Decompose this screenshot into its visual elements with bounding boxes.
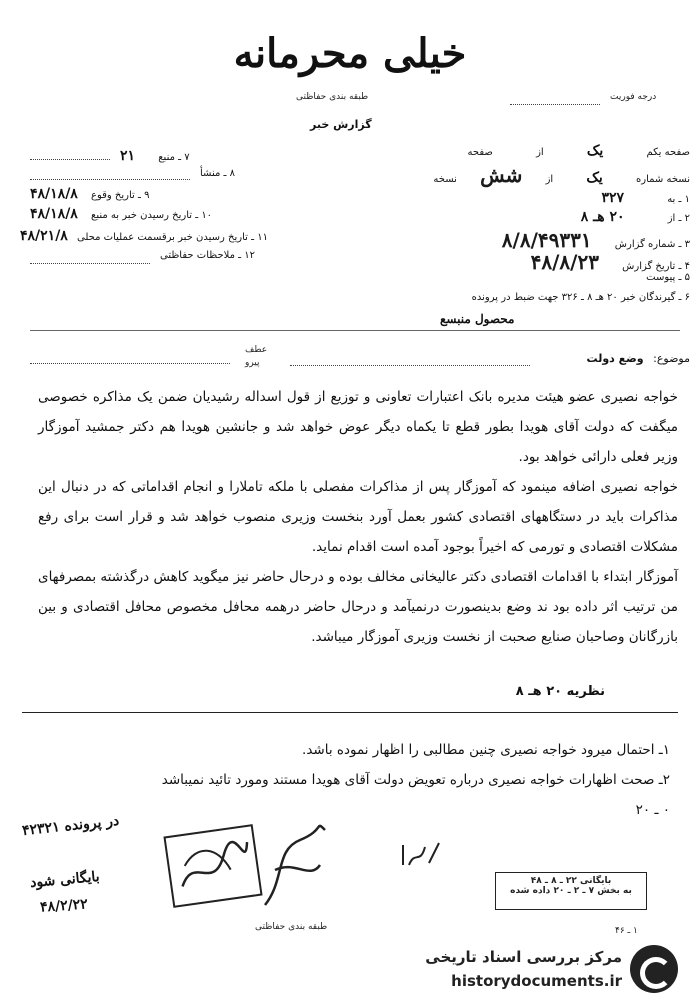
- left-row-10: ۱۰ ـ تاریخ رسیدن خبر به منبع ۴۸/۱۸/۸: [30, 206, 213, 222]
- margin-note-2: بایگانی شود: [29, 868, 101, 892]
- subject-row: موضوع: وضع دولت: [586, 352, 690, 365]
- row-6: ۶ ـ گیرندگان خبر ۲۰ هـ ۸ ـ ۳۲۶ جهت ضبط در پرونده: [471, 292, 690, 303]
- row-4: ۴ ـ تاریخ گزارش ۴۸/۸/۲۳: [530, 250, 690, 274]
- dotline-8: [30, 178, 190, 180]
- footer-classification: طبقه بندی حفاظتی: [255, 922, 328, 932]
- row-2: ۲ ـ از ۲۰ هـ ۸: [580, 209, 690, 225]
- opinion-item-3: ۰ ـ ۲۰: [635, 802, 670, 818]
- side-line: [30, 362, 230, 364]
- report-type: گزارش خبر: [310, 118, 372, 131]
- left-row-8: ۸ ـ منشأ: [200, 168, 236, 179]
- row-5: ۵ ـ پیوست: [646, 272, 690, 283]
- margin-note-1: در پرونده ۴۲۳۲۱: [21, 812, 120, 840]
- signature-scribble-icon: [166, 826, 261, 905]
- classification-label: طبقه بندی حفاظتی: [296, 92, 369, 102]
- body-paragraph-3: آموزگار ابتداء با اقدامات اقتصادی دکتر عالیخانی مخالف بوده و درحال حاضر نیز میگوید کاهش درگذشته بمصرفهای من ترتیب اثر داده بود ند وضع بدینصورت درنمیآمد و درحال حاضر درهمه محافل مخصوص محافل اقتصادی و بین بازرگانان وصاحبان صنایع صحبت از نخست وزیری آموزگار میباشد.: [38, 569, 678, 645]
- archive-stamp: [495, 872, 647, 910]
- row-1: ۱ ـ به ۳۲۷: [601, 190, 690, 206]
- left-row-11: ۱۱ ـ تاریخ رسیدن خبر برقسمت عملیات محلی ۴۸/۲۱/۸: [20, 228, 268, 244]
- stamp-line-2: به بخش ۷ ـ ۲ ـ ۲۰ داده شده: [510, 886, 632, 896]
- body-paragraph-2: خواجه نصیری اضافه مینمود که آموزگار پس از مذاکرات مفصلی با ملکه تاملارا و انجام اقداماتی که در دنبال این مذاکرات باید در دستگاههای اقتصادی کشور بعمل آورد بنخست وزیری منصوب خواهد شد و قرار است برای رفع مشکلات اقتصادی و تورمی که اخیراً بوجود آمده است اقدام نماید.: [38, 479, 678, 555]
- subject-handwritten: محصول منبسع: [440, 312, 515, 326]
- subject-line: [290, 364, 530, 366]
- header-divider: [30, 330, 680, 331]
- initials-icon: [395, 835, 445, 875]
- dotline-12: [30, 262, 150, 264]
- opinion-list: [50, 735, 670, 825]
- page-row: صفحه یکم یک از صفحه: [467, 143, 690, 159]
- watermark-brand: مرکز بررسی اسناد تاریخی: [425, 948, 622, 966]
- copy-row: نسخه شماره یک از شش نسخه: [433, 163, 690, 187]
- left-row-12: ۱۲ ـ ملاحظات حفاظتی: [160, 250, 255, 261]
- body-paragraph-1: خواجه نصیری عضو هیئت مدیره بانک اعتبارات تعاونی و توزیع از قول اسداله رشیدیان ضمن یک مذاکره خصوصی میگفت که دولت آقای هویدا بطور قطع تا یکماه دیگر عوض خواهد شد و جانشین هویدا هم دکتر جمشید آموزگار وزیر فعلی دارائی خواهد بود.: [38, 389, 678, 465]
- left-row-7: ۷ ـ منبع ۲۱: [120, 148, 190, 164]
- priority-line: [510, 103, 600, 105]
- seal-stamp: [163, 824, 262, 908]
- form-code: ۱ ـ ۴۶: [615, 926, 638, 936]
- margin-note-3: ۴۸/۲/۲۲: [39, 896, 89, 916]
- opinion-divider: [22, 712, 678, 713]
- report-body: [38, 382, 678, 652]
- signature-icon: [255, 810, 335, 920]
- side-note-bottom: پیرو: [245, 358, 260, 368]
- page-title: خیلی محرمانه: [233, 30, 467, 77]
- dotline-7: [30, 158, 110, 160]
- priority-label: درجه فوریت: [610, 92, 657, 102]
- side-note-top: عطف: [245, 345, 268, 355]
- stamp-line-1: بایگانی ۲۲ ـ ۸ ـ ۴۸: [530, 876, 612, 886]
- opinion-label: نظریه ۲۰ هـ ۸: [515, 684, 605, 699]
- opinion-item-1: ۱ـ احتمال میرود خواجه نصیری چنین مطالبی را اظهار نموده باشد.: [302, 742, 670, 758]
- watermark-site: historydocuments.ir: [451, 972, 622, 990]
- archive-logo-icon: [630, 945, 678, 993]
- row-3: ۳ ـ شماره گزارش ۸/۸/۴۹۳۳۱: [501, 228, 690, 252]
- opinion-item-2: ۲ـ صحت اظهارات خواجه نصیری درباره تعویض دولت آقای هویدا مستند ومورد تائید نمیباشد: [161, 772, 670, 788]
- left-row-9: ۹ ـ تاریخ وقوع ۴۸/۱۸/۸: [30, 186, 150, 202]
